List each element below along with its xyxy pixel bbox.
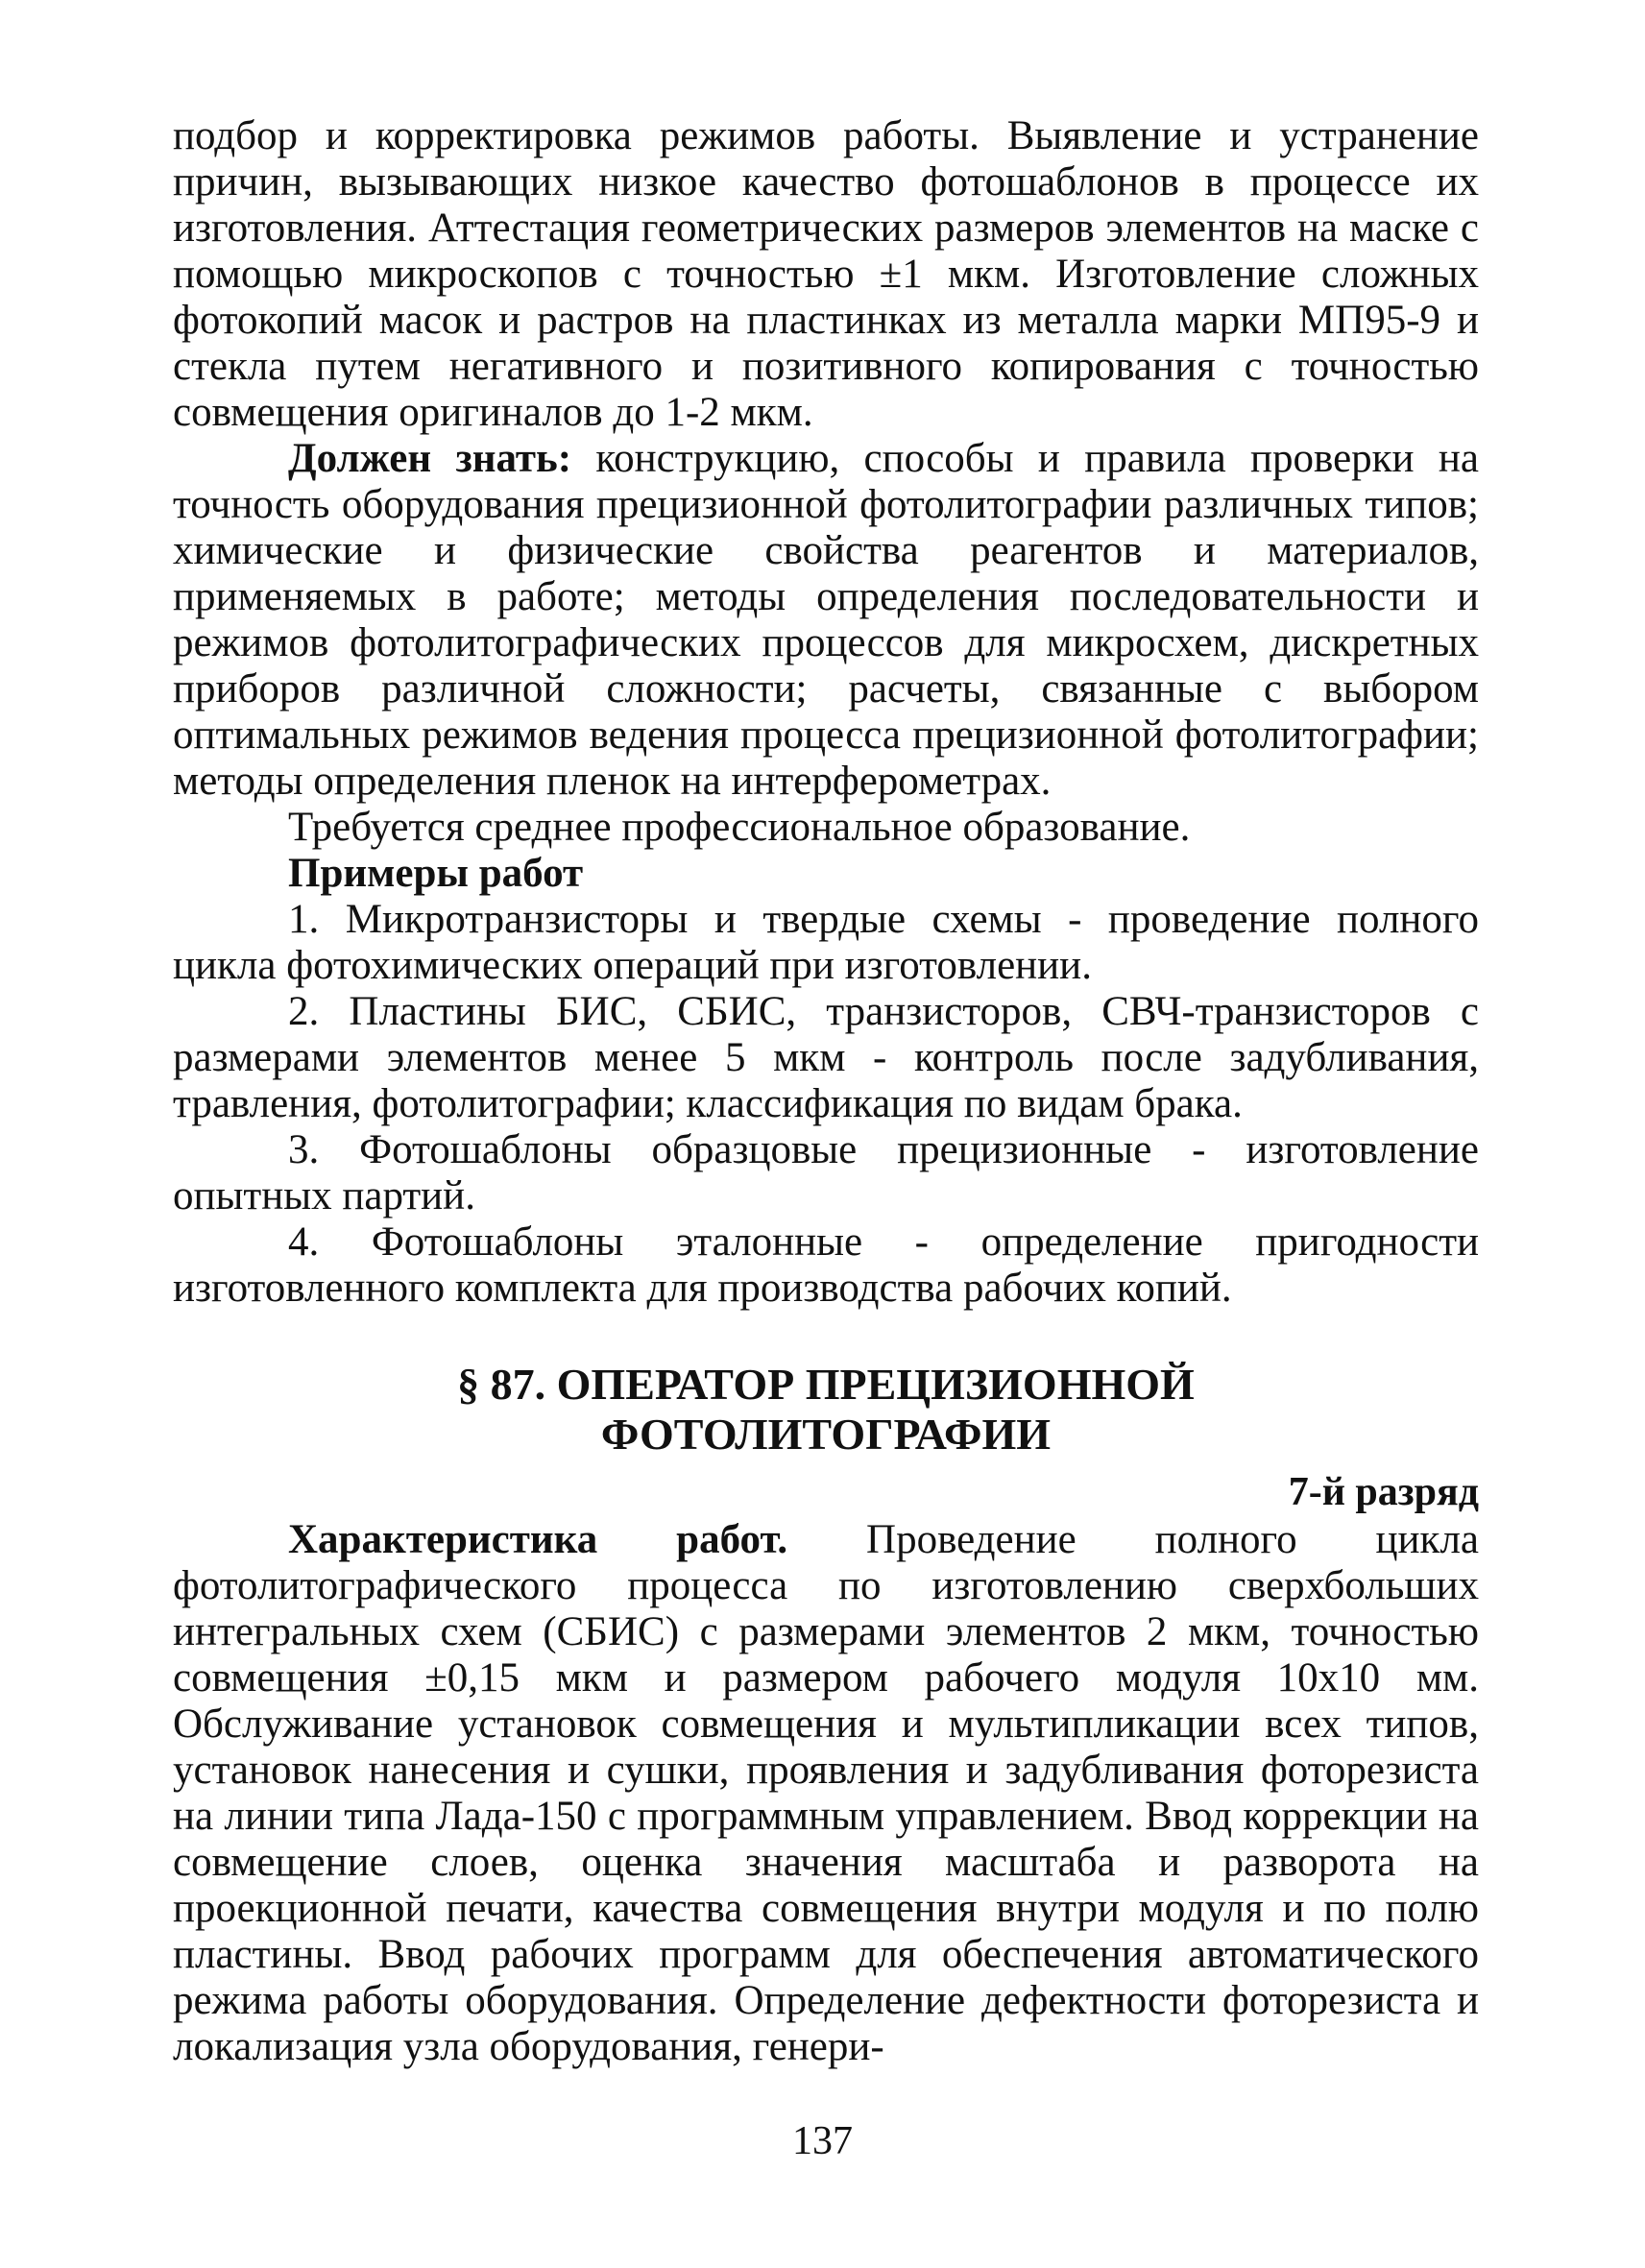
section-title-line-1: § 87. ОПЕРАТОР ПРЕЦИЗИОННОЙ: [457, 1360, 1195, 1409]
examples-heading: Примеры работ: [288, 851, 584, 896]
page-number: 137: [792, 2119, 853, 2163]
education-paragraph: Требуется среднее профессиональное образование.: [288, 805, 1191, 850]
section-heading: [173, 1360, 1479, 1460]
example-item: 1. Микротранзисторы и твердые схемы - проведение полного цикла фотохимических операций при изготовлении.: [173, 897, 1479, 988]
knowledge-paragraph: [173, 436, 1479, 805]
characteristic-paragraph: [173, 1517, 1479, 2070]
knowledge-text: конструкцию, способы и правила проверки на точность оборудования прецизионной фотолитографии различных типов; химические и физические свойства реагентов и материалов, применяемых в работе; методы определения последовательности и режимов фотолитографических процессов для микросхем, дискретных приборов различной сложности; расчеты, связанные с выбором оптимальных режимов ведения процесса прецизионной фотолитографии; методы определения пленок на интерферометрах.: [173, 436, 1479, 804]
section-title-line-2: ФОТОЛИТОГРАФИИ: [600, 1410, 1052, 1459]
body-text: [173, 113, 1479, 2070]
characteristic-text: Проведение полного цикла фотолитографического процесса по изготовлению сверхбольших интегральных схем (СБИС) с размерами элементов 2 мкм, точностью совмещения ±0,15 мкм и размером рабочего модуля 10х10 мм. Обслуживание установок совмещения и мультипликации всех типов, установок нанесения и сушки, проявления и задубливания фоторезиста на линии типа Лада-150 с программным управлением. Ввод коррекции на совмещение слоев, оценка значения масштаба и разворота на проекционной печати, качества совмещения внутри модуля и по полю пластины. Ввод рабочих программ для обеспечения автоматического режима работы оборудования. Определение дефектности фоторезиста и локализация узла оборудования, генери-: [173, 1517, 1479, 2069]
example-item: 4. Фотошаблоны эталонные - определение пригодности изготовленного комплекта для производства рабочих копий.: [173, 1219, 1479, 1311]
continuation-paragraph: подбор и корректировка режимов работы. Выявление и устранение причин, вызывающих низкое качество фотошаблонов в процессе их изготовления. Аттестация геометрических размеров элементов на маске с помощью микроскопов с точностью ±1 мкм. Изготовление сложных фотокопий масок и растров на пластинках из металла марки МП95-9 и стекла путем негативного и позитивного копирования с точностью совмещения оригиналов до 1-2 мкм.: [173, 113, 1479, 435]
characteristic-lead: Характеристика работ.: [288, 1517, 788, 1562]
example-item: 2. Пластины БИС, СБИС, транзисторов, СВЧ-транзисторов с размерами элементов менее 5 мкм - контроль после задубливания, травления, фотолитографии; классификация по видам брака.: [173, 989, 1479, 1126]
grade-label: 7-й разряд: [1288, 1470, 1479, 1514]
knowledge-lead: Должен знать:: [288, 436, 572, 481]
example-item: 3. Фотошаблоны образцовые прецизионные - изготовление опытных партий.: [173, 1127, 1479, 1218]
